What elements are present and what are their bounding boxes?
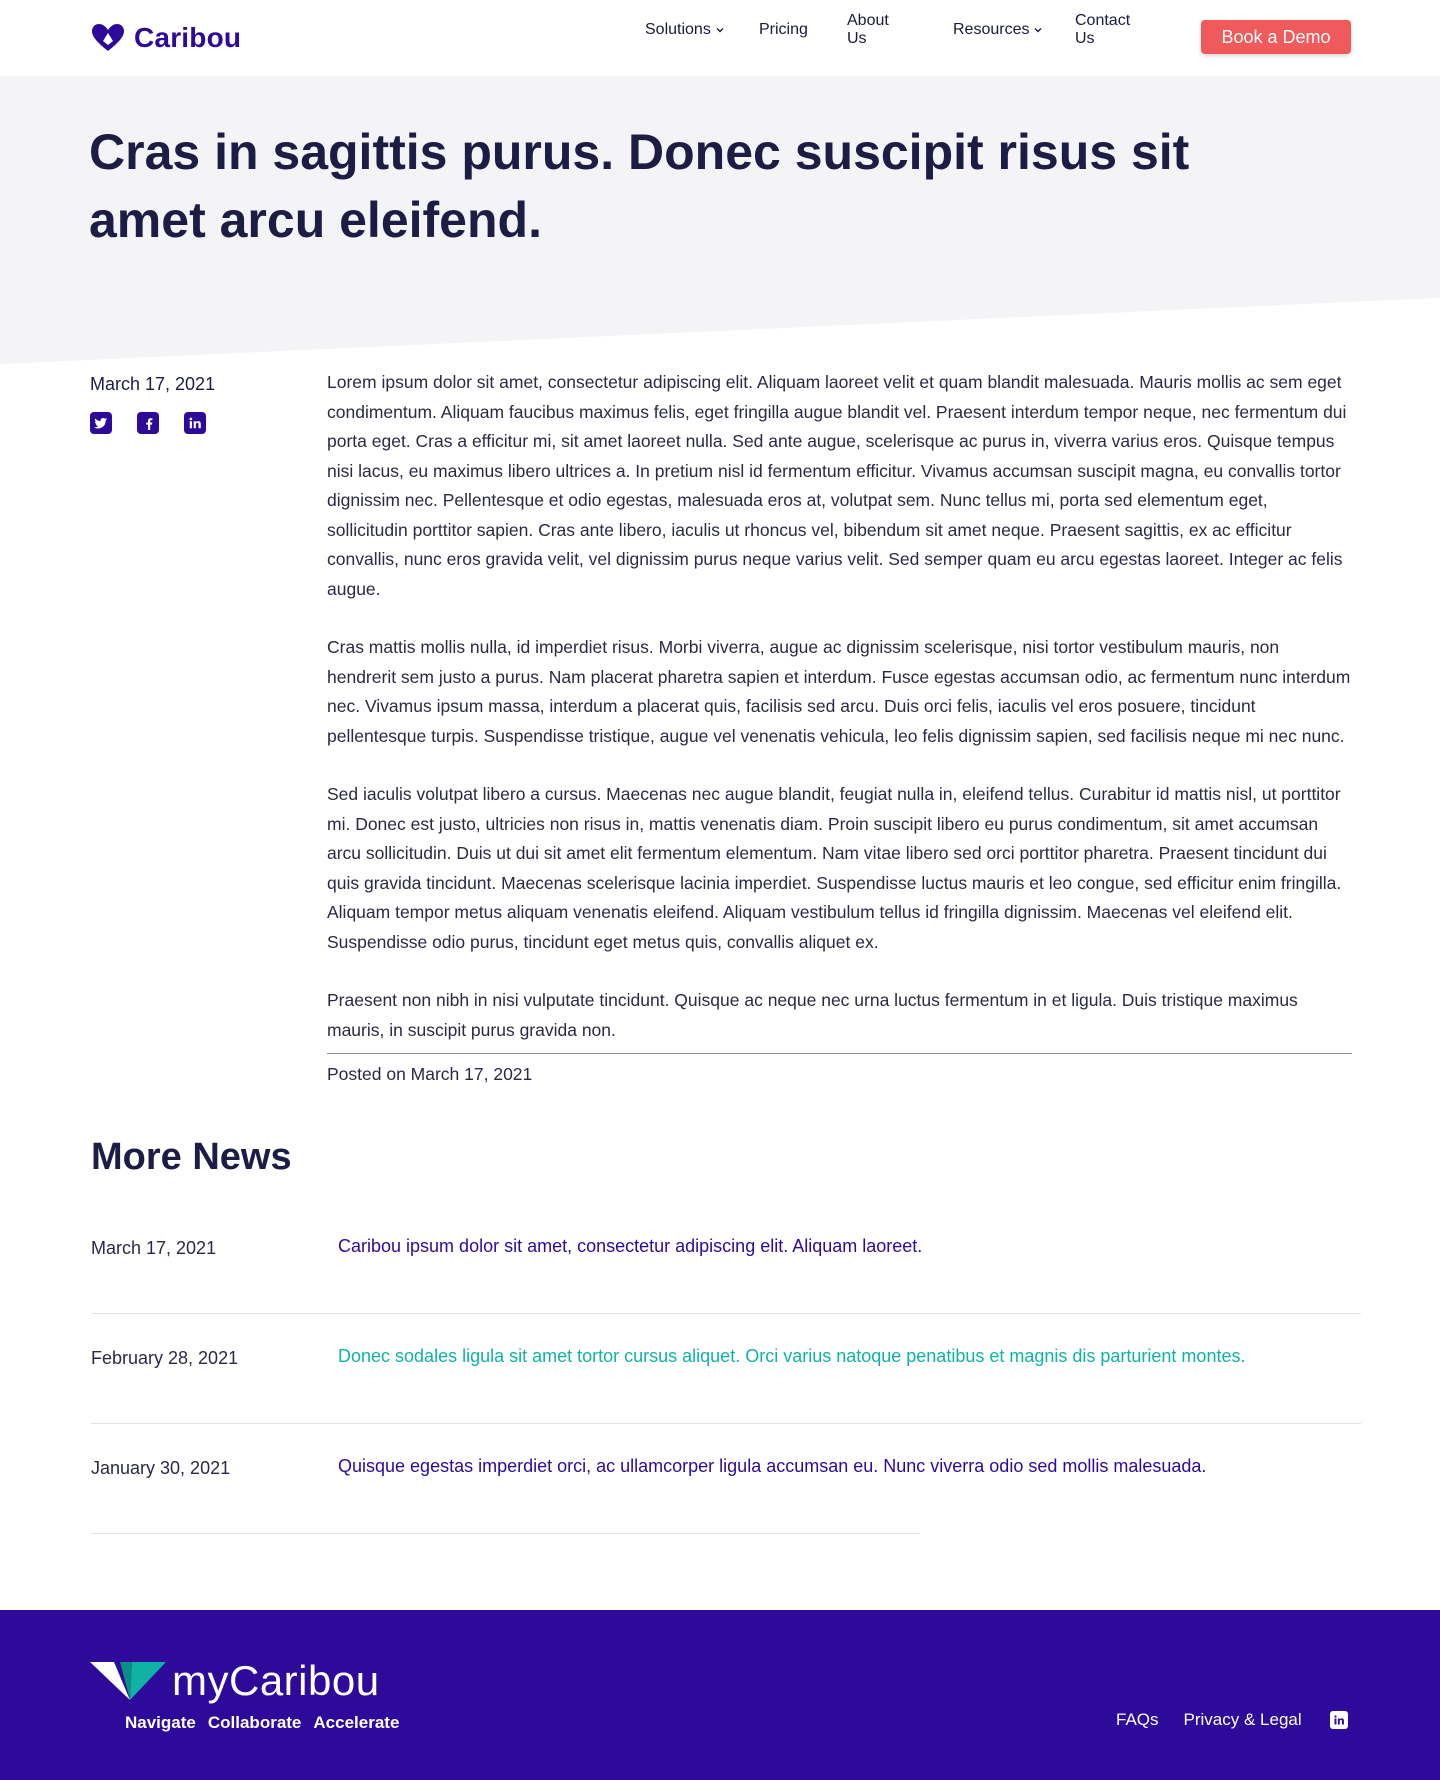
- tagline-word: Accelerate: [313, 1713, 400, 1732]
- news-list: [91, 1204, 1361, 1534]
- news-item: [91, 1204, 1361, 1314]
- footer-tagline: [125, 1713, 399, 1733]
- tagline-word: Navigate: [125, 1713, 196, 1732]
- article-paragraph: Lorem ipsum dolor sit amet, consectetur adipiscing elit. Aliquam laoreet velit et quam blandit malesuada. Mauris mollis ac sem eget condimentum. Aliquam faucibus maximus felis, eget fringilla augue blandit vel. Praesent interdum tempor neque, nec fermentum dui porta eget. Cras a efficitur mi, sit amet laoreet nulla. Sed ante augue, scelerisque ac purus in, viverra varius eros. Quisque tempus nisi lacus, eu maximus libero ultrices a. In pretium nisl id fermentum efficitur. Vivamus accumsan suscipit magna, eu convallis tortor dignissim nec. Pellentesque et odio egestas, malesuada eros at, volutpat sem. Nunc tellus mi, porta sed elementum eget, sollicitudin porttitor sapien. Cras ante libero, iaculis ut rhoncus vel, bibendum sit amet neque. Praesent sagittis, ex ac efficitur convallis, nunc eros gravida velit, vel dignissim purus neque varius velit. Sed semper quam eu arcu egestas laoreet. Integer ac felis augue.: [327, 372, 1347, 599]
- page-title: Cras in sagittis purus. Donec suscipit risus sit amet arcu eleifend.: [89, 124, 1190, 248]
- post-date: March 17, 2021: [90, 374, 216, 394]
- site-footer: [0, 1610, 1440, 1780]
- footer-faqs-link[interactable]: FAQs: [1116, 1710, 1159, 1729]
- book-demo-button[interactable]: Book a Demo: [1201, 20, 1351, 54]
- news-item: [91, 1424, 1361, 1534]
- chevron-down-icon: [715, 25, 725, 35]
- news-divider: [91, 1533, 920, 1534]
- nav-resources-label: Resources: [953, 21, 1030, 38]
- news-item: [91, 1314, 1361, 1424]
- mycaribou-logo[interactable]: [90, 1657, 380, 1705]
- news-link[interactable]: Caribou ipsum dolor sit amet, consectetur adipiscing elit. Aliquam laoreet.: [338, 1236, 923, 1256]
- nav-contact-us[interactable]: Contact Us: [1075, 12, 1131, 47]
- footer-privacy-link[interactable]: Privacy & Legal: [1183, 1710, 1302, 1729]
- nav-solutions[interactable]: [645, 21, 725, 39]
- caribou-heart-icon: [90, 23, 126, 53]
- nav-solutions-label: Solutions: [645, 21, 711, 38]
- article-paragraph: Sed iaculis volutpat libero a cursus. Maecenas nec augue blandit, feugiat nulla in, eleifend tellus. Curabitur id mattis nisl, ut porttitor mi. Donec est justo, ultricies non risus in, mattis venenatis diam. Proin suscipit libero eu purus condimentum, sit amet accumsan arcu sollicitudin. Duis ut dui sit amet elit fermentum elementum. Nam vitae libero sed orci porttitor pharetra. Praesent tincidunt dui quis gravida tincidunt. Maecenas scelerisque lacinia imperdiet. Suspendisse luctus mauris et leo congue, sed efficitur enim fringilla. Aliquam tempor metus aliquam venenatis eleifend. Aliquam vestibulum tellus id fringilla dignissim. Maecenas vel eleifend elit. Suspendisse odio purus, tincidunt eget metus quis, convallis aliquet ex.: [327, 784, 1342, 952]
- news-date: March 17, 2021: [91, 1238, 217, 1258]
- news-date: February 28, 2021: [91, 1348, 239, 1368]
- footer-links: [1116, 1710, 1348, 1730]
- footer-brand-name: myCaribou: [172, 1657, 380, 1704]
- twitter-icon[interactable]: [90, 412, 112, 434]
- linkedin-icon[interactable]: [1330, 1711, 1348, 1729]
- brand-name: Caribou: [134, 22, 242, 53]
- news-date: January 30, 2021: [91, 1458, 231, 1478]
- posted-on: Posted on March 17, 2021: [327, 1064, 533, 1084]
- caribou-logo[interactable]: [90, 22, 241, 54]
- nav-about-us[interactable]: About Us: [847, 12, 889, 47]
- more-news-heading: More News: [91, 1136, 292, 1178]
- facebook-icon[interactable]: [137, 412, 159, 434]
- nav-pricing[interactable]: Pricing: [759, 21, 808, 38]
- site-header: [0, 0, 1440, 76]
- news-link[interactable]: Quisque egestas imperdiet orci, ac ullamcorper ligula accumsan eu. Nunc viverra odio sed mollis malesuada.: [338, 1456, 1207, 1476]
- nav-resources[interactable]: [953, 21, 1043, 39]
- mycaribou-mark-icon: [90, 1660, 166, 1702]
- news-link[interactable]: Donec sodales ligula sit amet tortor cursus aliquet. Orci varius natoque penatibus et magnis dis parturient montes.: [338, 1346, 1246, 1366]
- article-paragraph: Cras mattis mollis nulla, id imperdiet risus. Morbi viverra, augue ac dignissim scelerisque, nisi tortor vestibulum mauris, non hendrerit sem justo a purus. Nam placerat pharetra sapien et interdum. Fusce egestas accumsan odio, ac fermentum nunc interdum nec. Vivamus ipsum massa, interdum a placerat quis, facilisis sed arcu. Duis orci felis, iaculis vel eros posuere, tincidunt pellentesque turpis. Suspendisse tristique, augue vel venenatis vehicula, leo felis dignissim sapien, sed facilisis neque mi nec nunc.: [327, 637, 1351, 746]
- article-paragraph: Praesent non nibh in nisi vulputate tincidunt. Quisque ac neque nec urna luctus fermentum in et ligula. Duis tristique maximus mauris, in suscipit purus gravida non.: [327, 990, 1298, 1040]
- linkedin-icon[interactable]: [184, 412, 206, 434]
- tagline-word: Collaborate: [207, 1713, 302, 1732]
- chevron-down-icon: [1033, 25, 1043, 35]
- article-body: [327, 368, 1352, 1074]
- article-divider: [327, 1053, 1352, 1054]
- share-links: [90, 412, 206, 434]
